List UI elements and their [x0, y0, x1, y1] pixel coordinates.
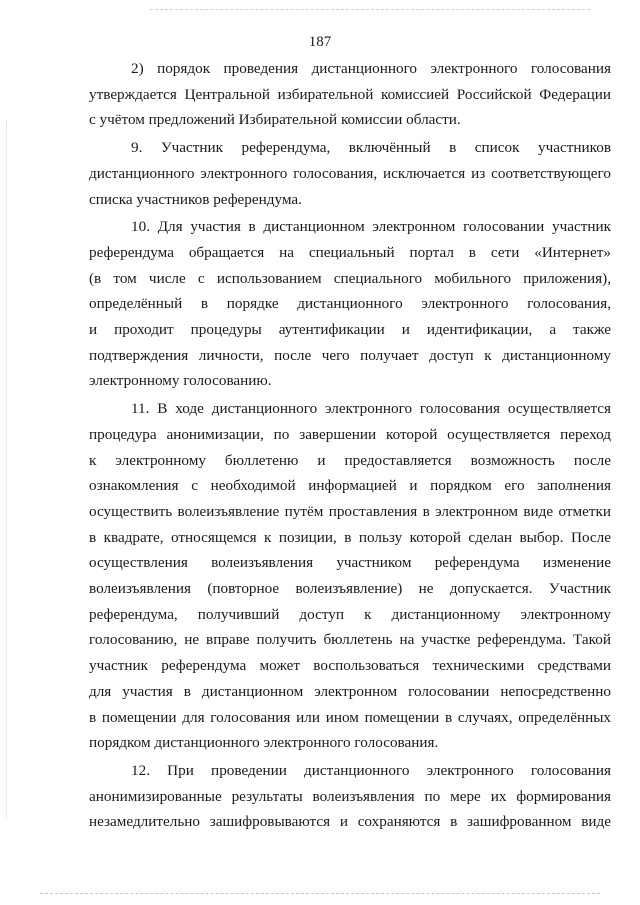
text-line: 2) порядок проведения дистанционного электронного голосования	[131, 60, 611, 77]
text-line: определённый в порядке дистанционного электронного голосования,	[89, 295, 611, 313]
text-line: и проходит процедуры аутентификации и идентификации, а также	[89, 321, 611, 339]
text-line: 12. При проведении дистанционного электронного голосования	[131, 761, 611, 779]
text-line: волеизъявления (повторное волеизъявление) не допускается. Участник	[89, 580, 611, 598]
text-line: процедура анонимизации, по завершении которой осуществляется переход	[89, 425, 611, 443]
text-line: к электронному бюллетеню и предоставляется возможность после	[89, 451, 611, 469]
text-line: 10. Для участия в дистанционном электронном голосовании участник	[131, 218, 611, 236]
paragraph	[89, 396, 611, 756]
text-line: участник референдума может воспользоваться техническими средствами	[89, 657, 611, 675]
text-line: подтверждения личности, после чего получает доступ к дистанционному	[89, 346, 611, 364]
text-line: порядком дистанционного электронного голосования.	[89, 734, 439, 752]
text-line: в квадрате, относящемся к позиции, в пользу которой сделан выбор. После	[89, 528, 611, 546]
page-number: 187	[308, 34, 332, 50]
text-line: с учётом предложений Избирательной комиссии области.	[89, 111, 461, 129]
text-line: утверждается Центральной избирательной комиссией Российской Федерации	[89, 85, 611, 103]
text-line: анонимизированные результаты волеизъявления по мере их формирования	[89, 787, 611, 805]
text-line: осуществить волеизъявление путём проставления в электронном виде отметки	[89, 502, 611, 520]
text-line: 11. В ходе дистанционного электронного голосования осуществляется	[131, 400, 611, 418]
scan-edge-left	[6, 120, 7, 820]
text-line: референдума обращается на специальный портал в сети «Интернет»	[89, 243, 611, 261]
document-body	[89, 56, 611, 835]
text-line: дистанционного электронного голосования, исключается из соответствующего	[89, 164, 611, 182]
paragraph	[89, 135, 611, 212]
text-line: 9. Участник референдума, включённый в список участников	[131, 139, 611, 157]
text-line: референдума, получивший доступ к дистанционному электронному	[89, 605, 611, 623]
scan-edge-top	[150, 9, 590, 10]
text-line: ознакомления с необходимой информацией и порядком его заполнения	[89, 477, 611, 495]
scan-edge-bottom	[40, 893, 600, 894]
text-line: в помещении для голосования или ином помещении в случаях, определённых	[89, 708, 611, 726]
text-line: (в том числе с использованием специального мобильного приложения),	[89, 269, 611, 287]
text-line: списка участников референдума.	[89, 190, 302, 208]
text-line: голосованию, не вправе получить бюллетень на участке референдума. Такой	[89, 631, 611, 649]
text-line: электронному голосованию.	[89, 372, 272, 390]
paragraph	[89, 56, 611, 133]
paragraph	[89, 758, 611, 835]
paragraph	[89, 214, 611, 394]
text-line: осуществления волеизъявления участником референдума изменение	[89, 554, 611, 572]
text-line: незамедлительно зашифровываются и сохраняются в зашифрованном виде	[89, 813, 611, 831]
text-line: для участия в дистанционном электронном голосовании непосредственно	[89, 682, 611, 700]
